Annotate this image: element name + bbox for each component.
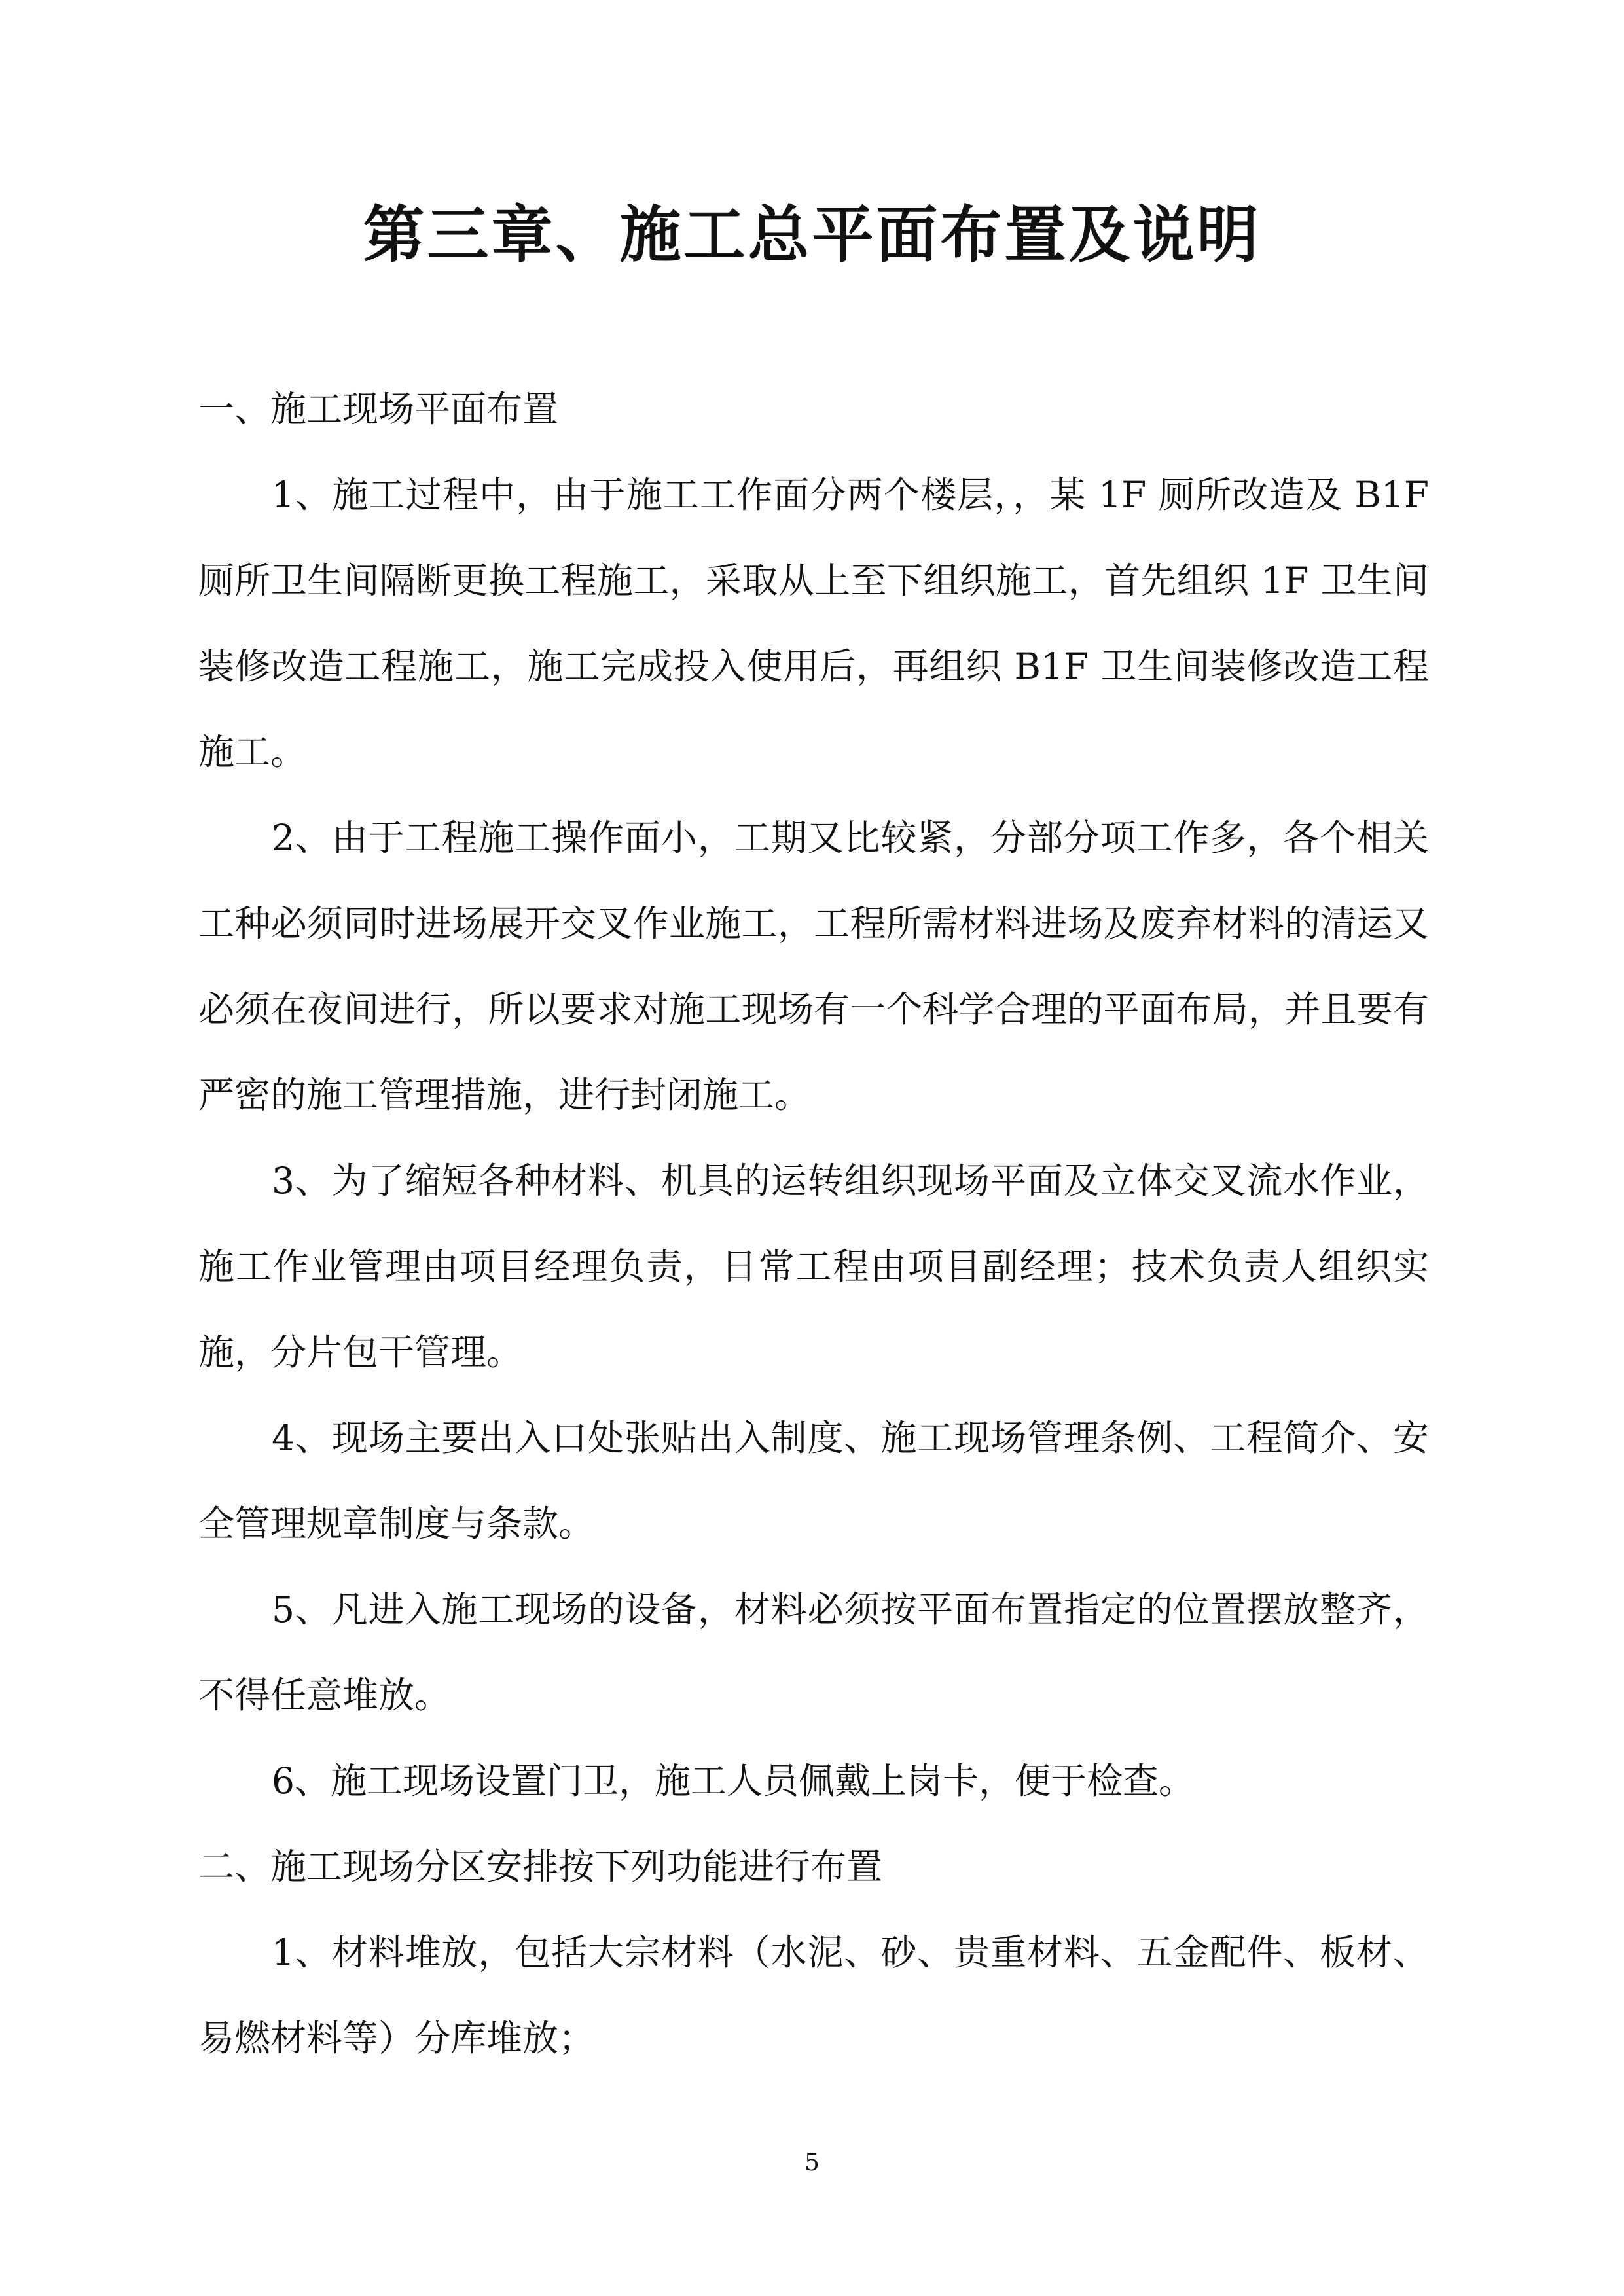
paragraph-item-1: 1、施工过程中，由于施工工作面分两个楼层，，某 1F 厕所改造及 B1F 厕所卫生间隔断更换工程施工，采取从上至下组织施工，首先组织 1F 卫生间装修改造工程施工，施工完成投入使用后，再组织 B1F 卫生间装修改造工程施工。: [198, 474, 1429, 773]
section-heading-2: 二、施工现场分区安排按下列功能进行布置: [198, 1846, 883, 1888]
document-body: [198, 367, 1429, 2081]
chapter-title: 第三章、施工总平面布置及说明: [363, 200, 1261, 271]
paragraph-item-4: 4、现场主要出入口处张贴出入制度、施工现场管理条例、工程简介、安全管理规章制度与条款。: [198, 1417, 1429, 1545]
paragraph-item-7: 1、材料堆放，包括大宗材料（水泥、砂、贵重材料、五金配件、板材、易燃材料等）分库堆放；: [198, 1931, 1429, 2059]
paragraph-item-6: 6、施工现场设置门卫，施工人员佩戴上岗卡，便于检查。: [272, 1760, 1195, 1802]
paragraph-item-5: 5、凡进入施工现场的设备，材料必须按平面布置指定的位置摆放整齐，不得任意堆放。: [198, 1588, 1429, 1716]
paragraph-item-2: 2、由于工程施工操作面小，工期又比较紧，分部分项工作多，各个相关工种必须同时进场展开交叉作业施工，工程所需材料进场及废弃材料的清运又必须在夜间进行，所以要求对施工现场有一个科学合理的平面布局，并且要有严密的施工管理措施，进行封闭施工。: [198, 817, 1429, 1116]
section-heading-1: 一、施工现场平面布置: [198, 388, 559, 430]
page-number: 5: [804, 2149, 820, 2176]
paragraph-item-3: 3、为了缩短各种材料、机具的运转组织现场平面及立体交叉流水作业，施工作业管理由项目经理负责，日常工程由项目副经理；技术负责人组织实施，分片包干管理。: [198, 1160, 1429, 1373]
